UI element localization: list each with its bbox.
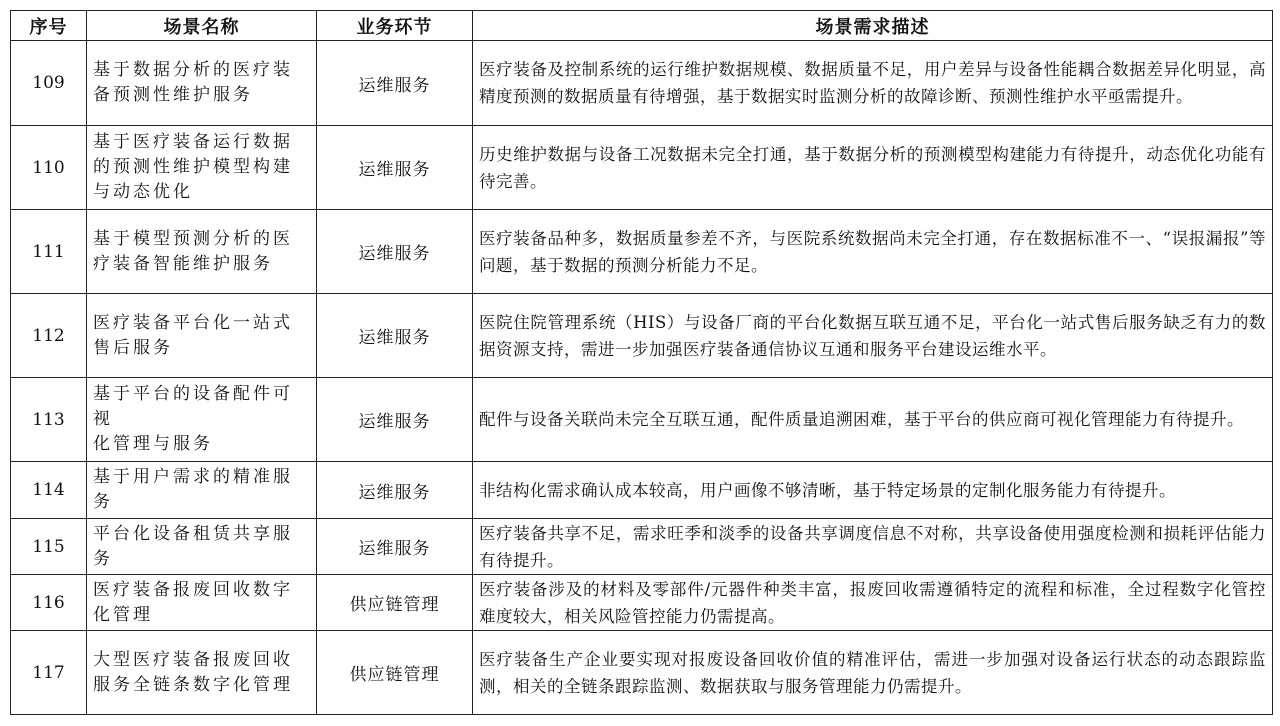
row-number: 109 xyxy=(11,41,87,126)
table-row xyxy=(11,126,1273,210)
row-number: 112 xyxy=(11,294,87,378)
row-business-stage: 供应链管理 xyxy=(317,631,473,715)
row-number: 110 xyxy=(11,126,87,210)
row-description: 历史维护数据与设备工况数据未完全打通，基于数据分析的预测模型构建能力有待提升，动态优化功能有待完善。 xyxy=(473,126,1273,210)
row-business-stage: 运维服务 xyxy=(317,126,473,210)
header-row xyxy=(11,11,1273,41)
row-scene-name: 基于医疗装备运行数据的预测性维护模型构建与动态优化 xyxy=(87,126,317,210)
row-number: 113 xyxy=(11,378,87,462)
table-row xyxy=(11,294,1273,378)
row-business-stage: 运维服务 xyxy=(317,41,473,126)
row-business-stage: 运维服务 xyxy=(317,294,473,378)
row-number: 111 xyxy=(11,210,87,294)
table-body xyxy=(11,41,1273,715)
table-row xyxy=(11,519,1273,575)
header-business-stage: 业务环节 xyxy=(317,11,473,41)
table-row xyxy=(11,210,1273,294)
row-scene-name: 基于模型预测分析的医疗装备智能维护服务 xyxy=(87,210,317,294)
header-number: 序号 xyxy=(11,11,87,41)
row-description: 医疗装备生产企业要实现对报废设备回收价值的精准评估，需进一步加强对设备运行状态的动态跟踪监测，相关的全链条跟踪监测、数据获取与服务管理能力仍需提升。 xyxy=(473,631,1273,715)
row-number: 116 xyxy=(11,575,87,631)
row-scene-name: 医疗装备报废回收数字化管理 xyxy=(87,575,317,631)
header-description: 场景需求描述 xyxy=(473,11,1273,41)
header-scene-name: 场景名称 xyxy=(87,11,317,41)
table-row xyxy=(11,575,1273,631)
row-description: 医疗装备品种多，数据质量参差不齐，与医院系统数据尚未完全打通，存在数据标准不一、“误报漏报”等问题，基于数据的预测分析能力不足。 xyxy=(473,210,1273,294)
row-business-stage: 供应链管理 xyxy=(317,575,473,631)
row-number: 117 xyxy=(11,631,87,715)
row-number: 114 xyxy=(11,462,87,519)
row-description: 医疗装备及控制系统的运行维护数据规模、数据质量不足，用户差异与设备性能耦合数据差异化明显，高精度预测的数据质量有待增强，基于数据实时监测分析的故障诊断、预测性维护水平亟需提升。 xyxy=(473,41,1273,126)
row-business-stage: 运维服务 xyxy=(317,378,473,462)
row-description: 医疗装备涉及的材料及零部件/元器件种类丰富，报废回收需遵循特定的流程和标准，全过程数字化管控难度较大，相关风险管控能力仍需提高。 xyxy=(473,575,1273,631)
table-row xyxy=(11,631,1273,715)
row-description: 医院住院管理系统（HIS）与设备厂商的平台化数据互联互通不足，平台化一站式售后服务缺乏有力的数据资源支持，需进一步加强医疗装备通信协议互通和服务平台建设运维水平。 xyxy=(473,294,1273,378)
row-number: 115 xyxy=(11,519,87,575)
table-row xyxy=(11,378,1273,462)
row-business-stage: 运维服务 xyxy=(317,462,473,519)
row-scene-name: 医疗装备平台化一站式售后服务 xyxy=(87,294,317,378)
row-scene-name: 基于平台的设备配件可视 化管理与服务 xyxy=(87,378,317,462)
row-description: 配件与设备关联尚未完全互联互通，配件质量追溯困难，基于平台的供应商可视化管理能力有待提升。 xyxy=(473,378,1273,462)
row-business-stage: 运维服务 xyxy=(317,519,473,575)
table-header xyxy=(11,11,1273,41)
table-row xyxy=(11,462,1273,519)
row-description: 医疗装备共享不足，需求旺季和淡季的设备共享调度信息不对称，共享设备使用强度检测和损耗评估能力有待提升。 xyxy=(473,519,1273,575)
row-scene-name: 基于数据分析的医疗装备预测性维护服务 xyxy=(87,41,317,126)
scene-requirements-table xyxy=(10,10,1273,715)
row-business-stage: 运维服务 xyxy=(317,210,473,294)
table-row xyxy=(11,41,1273,126)
row-scene-name: 大型医疗装备报废回收服务全链条数字化管理 xyxy=(87,631,317,715)
row-scene-name: 平台化设备租赁共享服务 xyxy=(87,519,317,575)
row-description: 非结构化需求确认成本较高，用户画像不够清晰，基于特定场景的定制化服务能力有待提升。 xyxy=(473,462,1273,519)
row-scene-name: 基于用户需求的精准服务 xyxy=(87,462,317,519)
